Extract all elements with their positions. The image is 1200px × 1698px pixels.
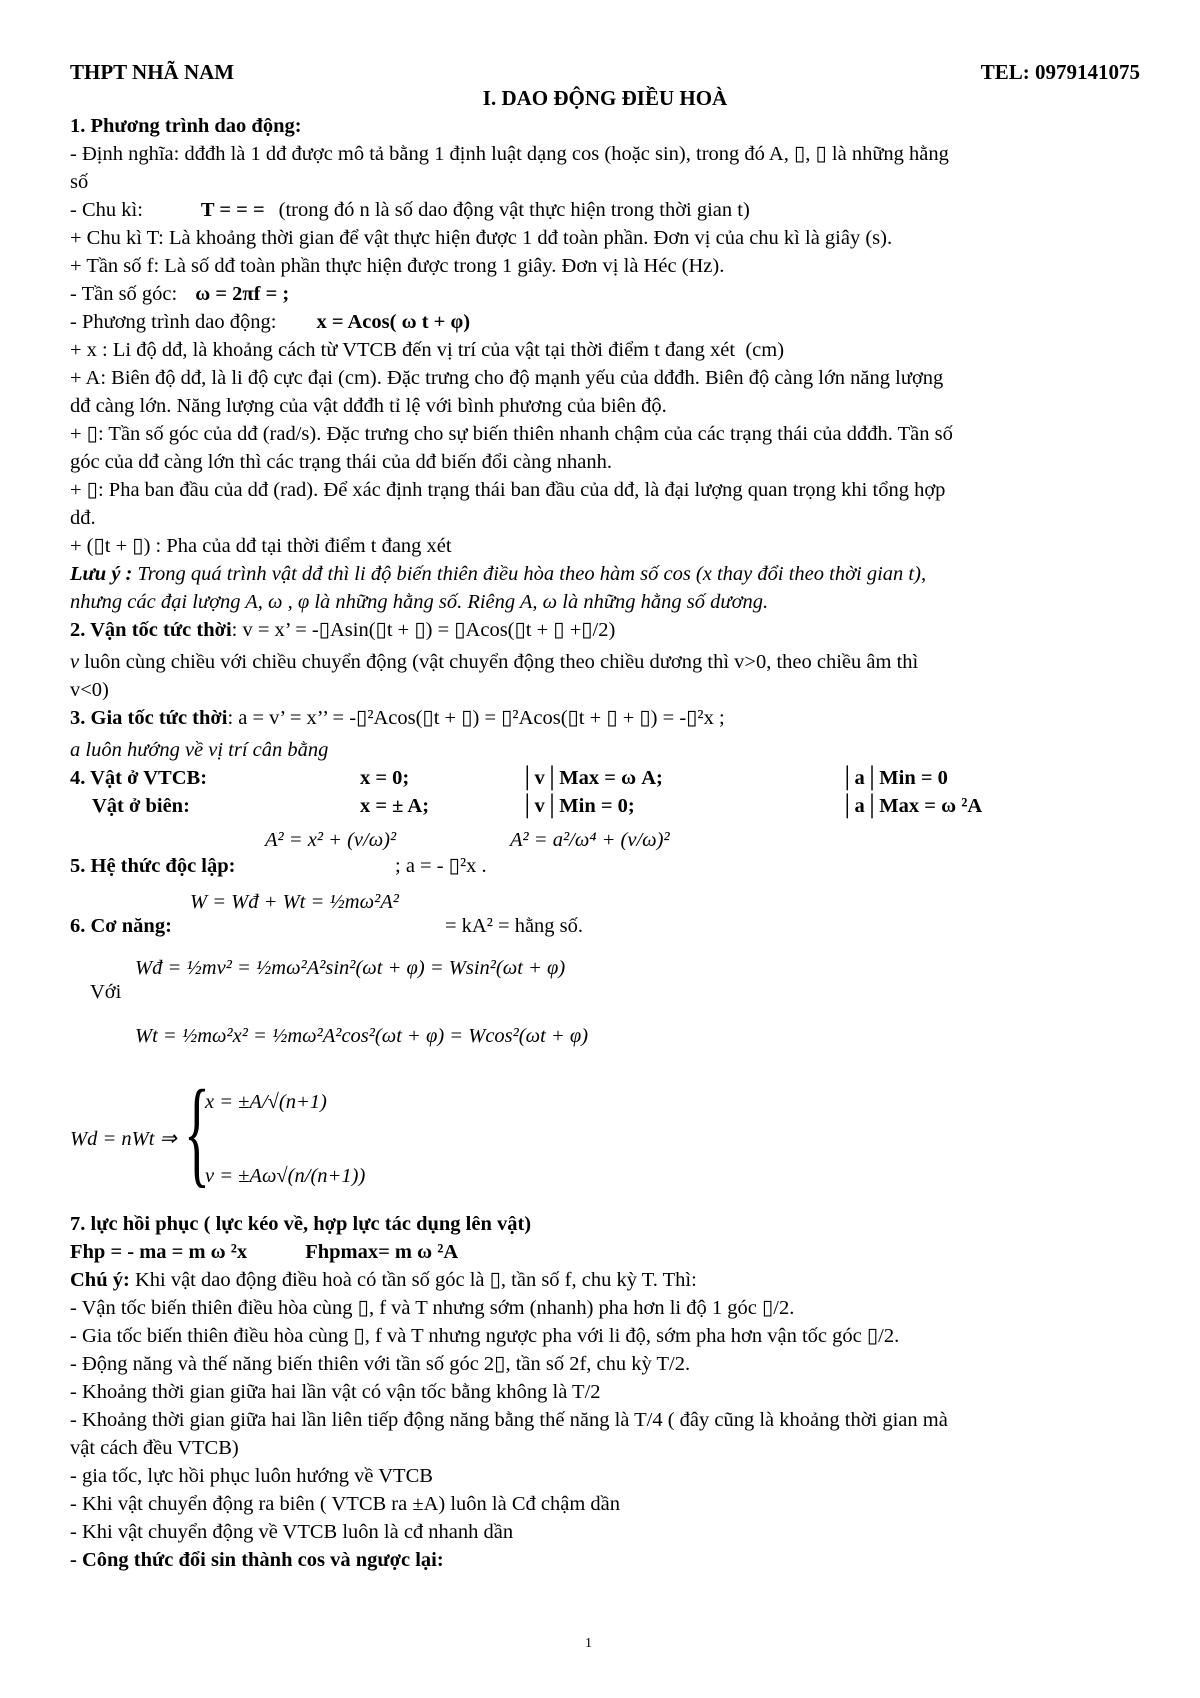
- vtcb-row: [70, 764, 1140, 792]
- energy-constant: = kA² = hằng số.: [445, 915, 584, 937]
- note-item-3: - Động năng và thế năng biến thiên với tần số góc 2▯, tần số 2f, chu kỳ T/2.: [70, 1353, 691, 1375]
- note-item-5: - Khoảng thời gian giữa hai lần liên tiếp động năng bằng thế năng là T/4 ( đây cũng là khoảng thời gian mà: [70, 1409, 948, 1431]
- restoring-force-formula: Fhp = - ma = m ω ²x: [70, 1241, 248, 1263]
- note-item-4: - Khoảng thời gian giữa hai lần vật có vận tốc bằng không là T/2: [70, 1381, 601, 1403]
- energy-block: [70, 882, 1140, 940]
- acceleration-formula: : a = v’ = x’’ = -▯²Acos(▯t + ▯) = ▯²Acos(▯t + ▯ + ▯) = -▯²x ;: [227, 707, 725, 729]
- note-item-6: - gia tốc, lực hồi phục luôn hướng về VTCB: [70, 1465, 433, 1487]
- angular-frequency-line: [70, 280, 1140, 308]
- phase-desc: + ▯: Pha ban đầu của dđ (rad). Để xác định trạng thái ban đầu của dđ, là đại lượng quan trọng khi tổng hợp: [70, 479, 946, 501]
- velocity-desc-text: luôn cùng chiều với chiều chuyển động (vật chuyển động theo chiều dương thì v>0, theo chiều âm thì: [79, 651, 919, 673]
- acceleration-vector-symbol: a: [70, 739, 81, 761]
- amplitude-desc-2: dđ càng lớn. Năng lượng của vật dđđh tỉ lệ với bình phương của biên độ.: [70, 395, 667, 417]
- restoring-force-line: [70, 1238, 1140, 1266]
- period-formula: T = = =: [200, 199, 265, 221]
- vtcb-x: x = 0;: [360, 767, 410, 789]
- section-6-heading: 6. Cơ năng:: [70, 915, 172, 937]
- angular-frequency-label: - Tần số góc:: [70, 283, 178, 305]
- ratio-v-formula: v = ±Aω√(n/(n+1)): [205, 1165, 366, 1187]
- definition-line-2: số: [70, 171, 89, 193]
- velocity-formula: : v = x’ = -▯Asin(▯t + ▯) = ▯Acos(▯t + ▯ +▯/2): [231, 619, 616, 641]
- note-line: [70, 560, 1140, 588]
- energy-ratio-left: Wd = nWt ⇒: [70, 1128, 177, 1150]
- school-name: THPT NHÃ NAM: [70, 60, 235, 84]
- sin-cos-heading: - Công thức đổi sin thành cos và ngược lại:: [70, 1549, 444, 1571]
- period-label: - Chu kì:: [70, 199, 143, 221]
- independent-block: [70, 820, 1140, 882]
- telephone: TEL: 0979141075: [980, 60, 1140, 84]
- velocity-desc: [70, 648, 1140, 676]
- chu-y-text: Khi vật dao động điều hoà có tần số góc là ▯, tần số f, chu kỳ T. Thì:: [129, 1269, 697, 1291]
- edge-row: [70, 792, 1140, 820]
- vtcb-label: 4. Vật ở VTCB:: [70, 767, 208, 789]
- note-item-7: - Khi vật chuyển động ra biên ( VTCB ra ±A) luôn là Cđ chậm dần: [70, 1493, 621, 1515]
- kinetic-potential-block: [70, 940, 1140, 1070]
- section-1-heading: 1. Phương trình dao động:: [70, 115, 302, 137]
- independent-mid: ; a = - ▯²x .: [395, 855, 487, 877]
- independent-formula-1: A² = x² + (v/ω)²: [265, 829, 397, 851]
- curly-brace-icon: {: [184, 1065, 210, 1198]
- angular-frequency-formula: ω = 2πf = ;: [195, 283, 290, 305]
- note-item-2: - Gia tốc biến thiên điều hòa cùng ▯, f và T nhưng ngược pha với li độ, sớm pha hơn vận tốc góc ▯/2.: [70, 1325, 900, 1347]
- vtcb-amin: │a│Min = 0: [840, 767, 948, 789]
- edge-amax: │a│Max = ω ²A: [840, 795, 983, 817]
- voi-label: Với: [90, 981, 122, 1003]
- document-page: [70, 58, 1140, 1574]
- section-5-heading: 5. Hệ thức độc lập:: [70, 855, 236, 877]
- potential-energy-formula: Wt = ½mω²x² = ½mω²A²cos²(ωt + φ) = Wcos²(ωt + φ): [135, 1025, 589, 1047]
- note-text-2: nhưng các đại lượng A, ω , φ là những hằng số. Riêng A, ω là những hằng số dương.: [70, 591, 769, 613]
- note-text: Trong quá trình vật dđ thì li độ biến thiên điều hòa theo hàm số cos (x thay đổi theo thời gian t),: [132, 563, 927, 585]
- page-number: 1: [585, 1636, 592, 1651]
- restoring-force-max: Fhpmax= m ω ²A: [305, 1241, 459, 1263]
- kinetic-energy-formula: Wđ = ½mv² = ½mω²A²sin²(ωt + φ) = Wsin²(ωt + φ): [135, 957, 566, 979]
- equation-label: - Phương trình dao động:: [70, 311, 277, 333]
- edge-vmin: │v│Min = 0;: [520, 795, 635, 817]
- edge-x: x = ± A;: [360, 795, 430, 817]
- amplitude-desc: + A: Biên độ dđ, là li độ cực đại (cm). Đặc trưng cho độ mạnh yếu của dđđh. Biên độ càng lớn năng lượng: [70, 367, 944, 389]
- ratio-x-formula: x = ±A/√(n+1): [205, 1091, 327, 1113]
- acceleration-desc-text: luôn hướng về vị trí cân bằng: [80, 739, 329, 761]
- definition-line: - Định nghĩa: dđđh là 1 dđ được mô tả bằng 1 định luật dạng cos (hoặc sin), trong đó A, ▯, ▯ là những hằng: [70, 143, 949, 165]
- frequency-desc: + Tần số f: Là số dđ toàn phần thực hiện được trong 1 giây. Đơn vị là Héc (Hz).: [70, 255, 725, 277]
- vtcb-vmax: │v│Max = ω A;: [520, 767, 663, 789]
- section-7-heading: 7. lực hồi phục ( lực kéo về, hợp lực tác dụng lên vật): [70, 1213, 532, 1235]
- phase-at-t: + (▯t + ▯) : Pha của dđ tại thời điểm t đang xét: [70, 535, 452, 557]
- note-item-8: - Khi vật chuyển động về VTCB luôn là cđ nhanh dần: [70, 1521, 514, 1543]
- x-desc: + x : Li độ dđ, là khoảng cách từ VTCB đến vị trí của vật tại thời điểm t đang xét (cm): [70, 339, 785, 361]
- chu-y-line: [70, 1266, 1140, 1294]
- energy-formula: W = Wđ + Wt = ½mω²A²: [190, 891, 399, 913]
- note-label: Lưu ý :: [70, 563, 133, 585]
- phase-desc-2: dđ.: [70, 507, 96, 529]
- independent-formula-2: A² = a²/ω⁴ + (v/ω)²: [510, 829, 670, 851]
- equation-formula: x = Acos( ω t + φ): [316, 311, 471, 333]
- section-2-heading: 2. Vận tốc tức thời: [70, 619, 232, 641]
- note-line-2: [70, 588, 1140, 616]
- velocity-line: [70, 616, 1140, 644]
- velocity-desc-2: v<0): [70, 679, 109, 701]
- page-title: I. DAO ĐỘNG ĐIỀU HOÀ: [482, 86, 728, 110]
- period-line: [70, 196, 1140, 224]
- equation-line: [70, 308, 1140, 336]
- omega-desc-2: góc của dđ càng lớn thì các trạng thái của dđ biến đổi càng nhanh.: [70, 451, 612, 473]
- chu-y-label: Chú ý:: [70, 1269, 130, 1291]
- period-note: (trong đó n là số dao động vật thực hiện trong thời gian t): [278, 199, 750, 221]
- omega-desc: + ▯: Tần số góc của dđ (rad/s). Đặc trưng cho sự biến thiên nhanh chậm của các trạng thái của dđđh. Tần số: [70, 423, 953, 445]
- section-3-heading: 3. Gia tốc tức thời: [70, 707, 228, 729]
- note-item-1: - Vận tốc biến thiên điều hòa cùng ▯, f và T nhưng sớm (nhanh) pha hơn li độ 1 góc ▯/2.: [70, 1297, 795, 1319]
- header: [70, 58, 1140, 86]
- period-desc: + Chu kì T: Là khoảng thời gian để vật thực hiện được 1 dđ toàn phần. Đơn vị của chu kì là giây (s).: [70, 227, 893, 249]
- acceleration-line: [70, 704, 1140, 732]
- acceleration-desc: [70, 736, 1140, 764]
- edge-label: Vật ở biên:: [92, 795, 190, 817]
- note-item-5b: vật cách đều VTCB): [70, 1437, 239, 1459]
- energy-ratio-block: [70, 1065, 1140, 1210]
- velocity-vector-symbol: v: [70, 651, 80, 673]
